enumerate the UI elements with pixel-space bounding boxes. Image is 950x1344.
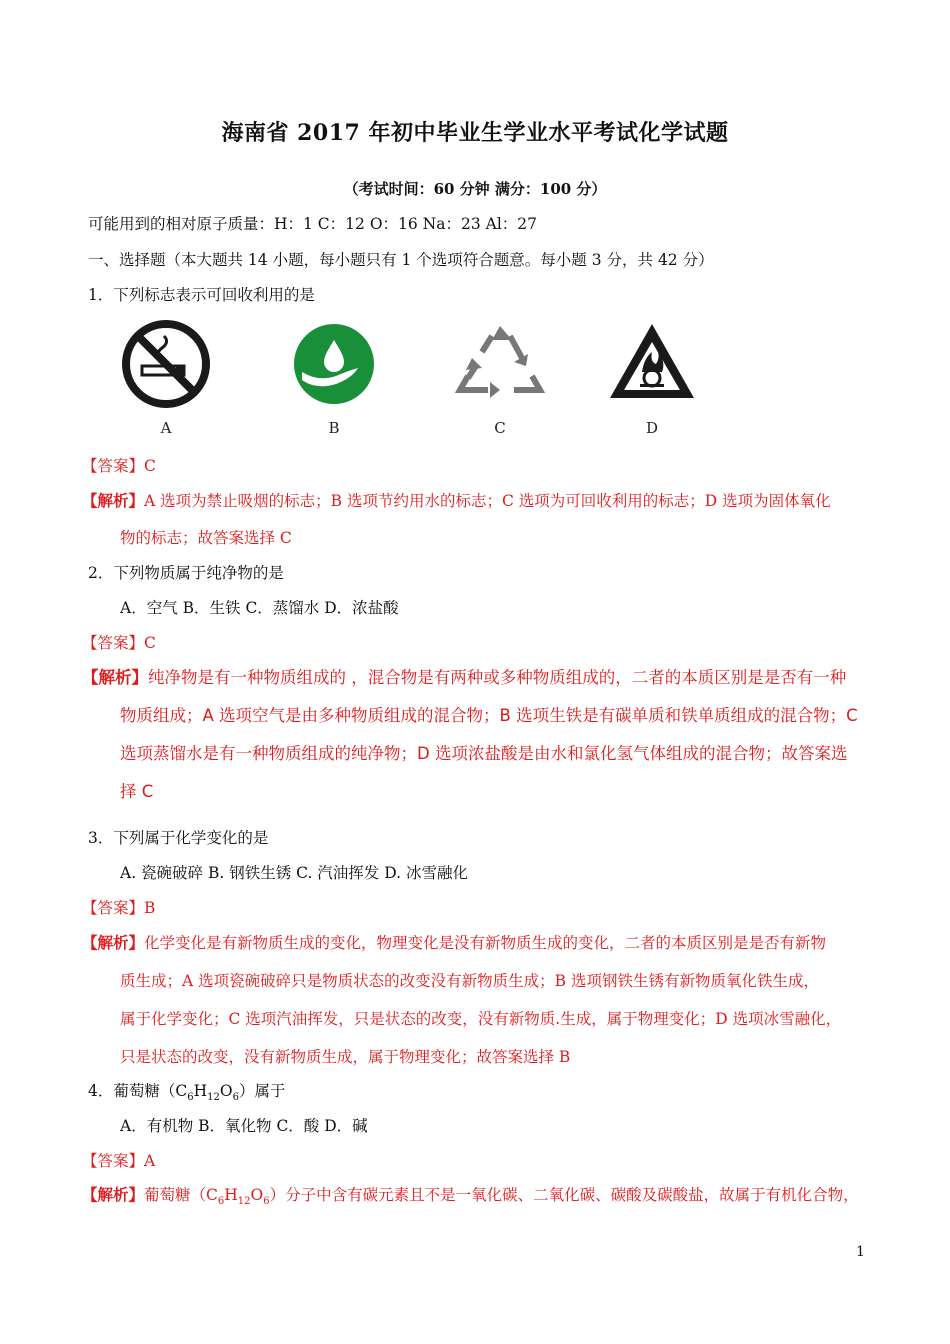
question-2-explanation-4: 择 C (120, 782, 154, 801)
answer-value: C (144, 457, 156, 475)
sign-option-c (450, 318, 550, 437)
water-saving-sign-icon (288, 318, 380, 410)
question-2-stem: 2．下列物质属于纯净物的是 (88, 564, 284, 582)
question-3-explanation-2: 质生成；A 选项瓷碗破碎只是物质状态的改变没有新物质生成；B 选项钢铁生锈有新物质氧化铁生成， (120, 972, 819, 990)
question-3-explanation-3: 属于化学变化；C 选项汽油挥发，只是状态的改变，没有新物质.生成，属于物理变化；D 选项冰雪融化， (120, 1010, 842, 1028)
question-2-options: A．空气 B．生铁 C．蒸馏水 D．浓盐酸 (120, 599, 399, 617)
question-4-options: A．有机物 B．氧化物 C．酸 D．碱 (120, 1117, 368, 1135)
sign-label-d: D (645, 419, 659, 437)
question-4-explanation-1: 【解析】葡萄糖$(C_6H_{12}O_6)$分子中含有碳元素且不是一氧化碳、二氧化碳、碳酸及碳酸盐，故属于有机化合物， (82, 1185, 859, 1208)
sign-label-b: B (328, 419, 340, 437)
explain-tag: 【解析】 (82, 491, 145, 510)
sign-option-d (602, 318, 702, 437)
question-2-answer: 【答案】C (82, 634, 156, 652)
question-1-stem: 1．下列标志表示可回收利用的是 (88, 286, 315, 304)
sign-label-a: A (160, 419, 172, 437)
sign-option-a (116, 318, 216, 437)
page-title: 海南省 2017 年初中毕业生学业水平考试化学试题 (221, 120, 729, 146)
question-1-answer (82, 454, 156, 476)
question-3-answer: 【答案】B (82, 899, 156, 917)
sign-option-b (284, 318, 384, 437)
sign-label-c: C (494, 419, 506, 437)
answer-tag: 【答案】 (82, 457, 145, 475)
section-header: 一、选择题（本大题共 14 小题，每小题只有 1 个选项符合题意。每小题 3 分，共 42 分） (88, 251, 714, 269)
oxidizer-warning-sign-icon (606, 318, 698, 410)
no-smoking-sign-icon (120, 318, 212, 410)
question-1-explanation-2: 物的标志；故答案选择 C (120, 529, 292, 547)
recycle-sign-icon (452, 318, 548, 410)
question-3-options: A. 瓷碗破碎 B. 钢铁生锈 C. 汽油挥发 D. 冰雪融化 (120, 864, 468, 882)
question-2-explanation-2: 物质组成；A 选项空气是由多种物质组成的混合物；B 选项生铁是有碳单质和铁单质组成的混合物；C (120, 706, 858, 725)
page-number: 1 (856, 1244, 865, 1260)
question-2-explanation-1: 【解析】纯净物是有一种物质组成的 ，混合物是有两种或多种物质组成的，二者的本质区别是是否有一种 (82, 668, 847, 687)
question-3-stem: 3．下列属于化学变化的是 (88, 829, 269, 847)
question-4-answer: 【答案】A (82, 1152, 156, 1170)
question-4-stem: 4．葡萄糖$(C_6H_{12}O_6)$属于 (88, 1082, 286, 1104)
question-1-explanation-1: 【解析】A 选项为禁止吸烟的标志；B 选项节约用水的标志；C 选项为可回收利用的标志；D 选项为固体氧化 (82, 491, 831, 510)
question-3-explanation-1: 【解析】化学变化是有新物质生成的变化，物理变化是没有新物质生成的变化，二者的本质区别是是否有新物 (82, 933, 827, 952)
exam-info: （考试时间：60 分钟 满分：100 分） (343, 180, 607, 198)
question-3-explanation-4: 只是状态的改变，没有新物质生成，属于物理变化；故答案选择 B (120, 1048, 571, 1066)
question-2-explanation-3: 选项蒸馏水是有一种物质组成的纯净物；D 选项浓盐酸是由水和氯化氢气体组成的混合物；故答案选 (120, 744, 848, 763)
atomic-masses: 可能用到的相对原子质量：H：1 C：12 O：16 Na：23 Al：27 (88, 215, 538, 233)
question-1-signs (0, 318, 950, 448)
